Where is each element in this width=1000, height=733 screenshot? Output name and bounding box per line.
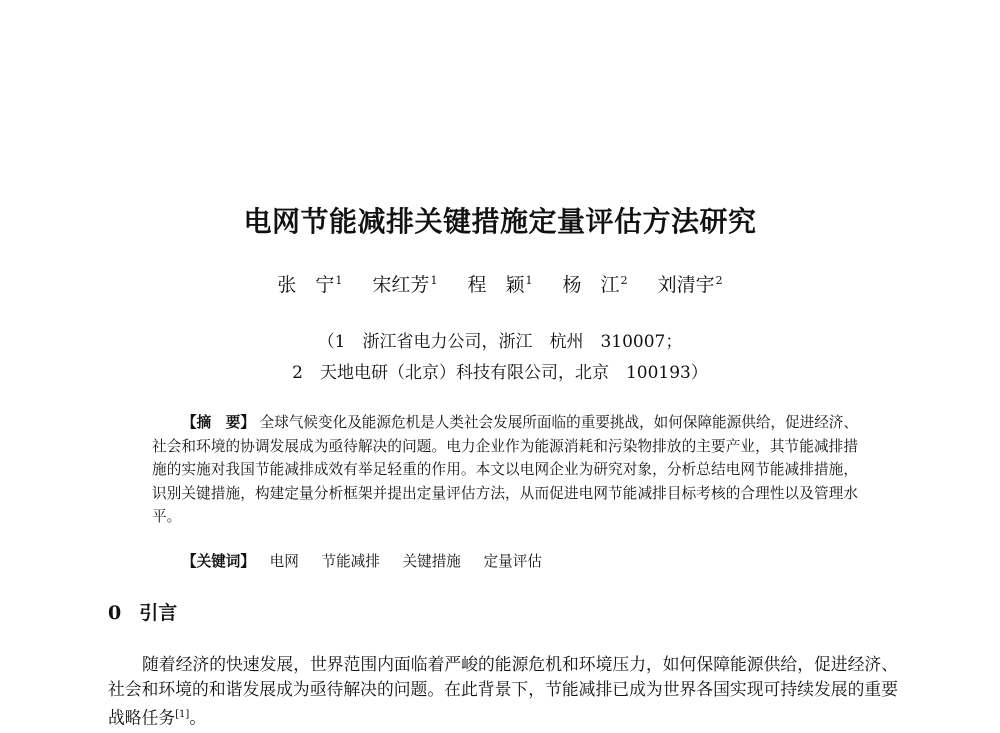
author — [563, 270, 628, 297]
author — [467, 270, 532, 297]
affiliation-line-2: 2 天地电研（北京）科技有限公司，北京 100193） — [292, 363, 708, 383]
keyword: 节能减排 — [321, 553, 380, 570]
author-affiliation-mark: 2 — [620, 273, 628, 287]
body-paragraph — [108, 652, 898, 731]
section-number: 0 — [108, 602, 122, 624]
author-affiliation-mark: 1 — [430, 273, 438, 287]
author-name: 宋红芳 — [372, 274, 430, 296]
author-affiliation-mark: 1 — [335, 273, 343, 287]
author-name: 杨 江 — [562, 274, 620, 296]
abstract-paragraph — [152, 411, 858, 529]
author — [277, 270, 342, 297]
author-affiliation-mark: 1 — [525, 273, 533, 287]
author-list — [0, 270, 1000, 297]
affiliation-line-1: （1 浙江省电力公司，浙江 杭州 310007； — [317, 332, 683, 352]
keywords — [182, 550, 550, 571]
section-title: 引言 — [139, 602, 178, 624]
keyword: 定量评估 — [483, 553, 542, 570]
body-paragraph-end: 。 — [189, 707, 207, 728]
keywords-label: 【关键词】 — [182, 553, 255, 570]
author-name: 刘清宇 — [657, 274, 715, 296]
body-text — [108, 652, 898, 731]
section-heading — [108, 598, 177, 625]
paper-title: 电网节能减排关键措施定量评估方法研究 — [243, 205, 757, 238]
author-name: 程 颖 — [467, 274, 525, 296]
abstract — [152, 411, 858, 529]
citation-ref[interactable]: [1] — [175, 709, 190, 720]
author — [372, 270, 437, 297]
abstract-label: 【摘 要】 — [182, 414, 255, 431]
abstract-text: 全球气候变化及能源危机是人类社会发展所面临的重要挑战，如何保障能源供给，促进经济、社会和环境的协调发展成为亟待解决的问题。电力企业作为能源消耗和污染物排放的主要产业，其节能减排措施的实施对我国节能减排成效有举足轻重的作用。本文以电网企业为研究对象，分析总结电网节能减排措施，识别关键措施，构建定量分析框架并提出定量评估方法，从而促进电网节能减排目标考核的合理性以及管理水平。 — [152, 414, 858, 526]
keyword: 电网 — [269, 553, 299, 570]
body-paragraph-text: 随着经济的快速发展，世界范围内面临着严峻的能源危机和环境压力，如何保障能源供给，促进经济、社会和环境的和谐发展成为亟待解决的问题。在此背景下，节能减排已成为世界各国实现可持续发展的重要战略任务 — [108, 654, 898, 728]
author-name: 张 宁 — [277, 274, 335, 296]
author-affiliation-mark: 2 — [715, 273, 723, 287]
author — [658, 270, 723, 297]
keyword: 关键措施 — [402, 553, 461, 570]
